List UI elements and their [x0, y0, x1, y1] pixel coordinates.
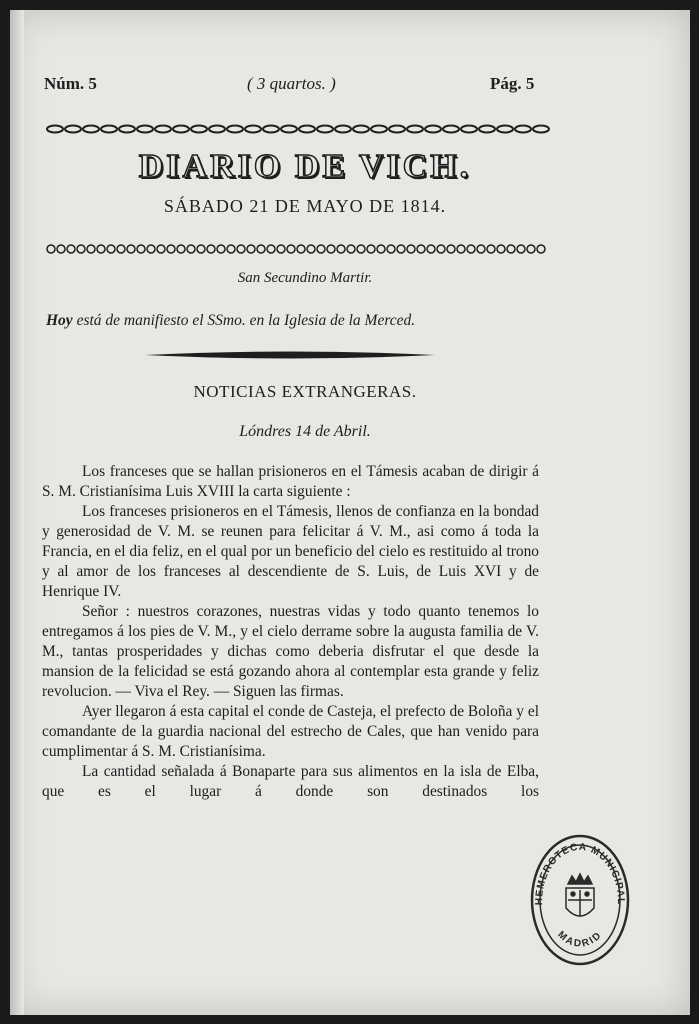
church-notice — [46, 312, 556, 330]
section-title: NOTICIAS EXTRANGERAS. — [193, 382, 417, 401]
newspaper-page — [10, 10, 690, 1015]
paragraph: Señor : nuestros corazones, nuestras vidas y todo quanto tenemos lo entregamos á los pies de V. M., y el cielo derrame sobre la augusta familia de V. M., tantas prosperidades y dichas como deberia disfrutar el que desde la mansion de la felicidad se está gozando ahora al contemplar esta grande y feliz revolucion. — Viva el Rey. — Siguen las firmas. — [42, 603, 539, 700]
issue-number: Núm. 5 — [44, 74, 97, 93]
masthead-title: DIARIO DE VICH. — [138, 148, 472, 185]
ornamental-rule-middle — [46, 242, 551, 256]
paragraph: La cantidad señalada á Bonaparte para sus alimentos en la isla de Elba, que es el lugar á donde son destinados los — [42, 763, 539, 800]
saint-of-day: San Secundino Martir. — [237, 270, 373, 286]
article-body — [42, 462, 539, 802]
dateline: Lóndres 14 de Abril. — [239, 423, 371, 440]
library-stamp — [528, 832, 632, 968]
paragraph: Los franceses que se hallan prisioneros en el Támesis acaban de dirigir á S. M. Cristianísima Luis XVIII la carta siguiente : — [42, 463, 539, 500]
svg-text:MADRID — [555, 929, 604, 949]
header-line — [42, 74, 552, 98]
notice-text: está de manifiesto el SSmo. en la Iglesia de la Merced. — [72, 312, 416, 329]
stamp-bottom-text: MADRID — [555, 929, 605, 950]
decorative-black-rule — [145, 350, 435, 360]
notice-hoy: Hoy — [46, 312, 73, 329]
price: ( 3 quartos. ) — [247, 74, 336, 93]
page-number: Pág. 5 — [490, 74, 535, 93]
paragraph: Ayer llegaron á esta capital el conde de Casteja, el prefecto de Boloña y el comandante de la guardia nacional del estrecho de Cales, que han venido para cumplimentar á S. M. Cristianísima. — [42, 703, 539, 760]
ornamental-rule-top — [46, 122, 551, 136]
coat-of-arms-icon — [566, 874, 594, 916]
stamp-top-text: HEMEROTECA MUNICIPAL — [533, 841, 627, 906]
issue-date: SÁBADO 21 DE MAYO DE 1814. — [163, 196, 447, 216]
paragraph: Los franceses prisioneros en el Támesis, llenos de confianza en la bondad y generosidad de V. M. se reunen para felicitar á V. M., asi como á toda la Francia, en el dia feliz, en el qual por un beneficio del cielo es restituido al trono y al amor de los franceses al descendiente de S. Luis, de Luis XVI y de Henrique IV. — [42, 503, 539, 600]
